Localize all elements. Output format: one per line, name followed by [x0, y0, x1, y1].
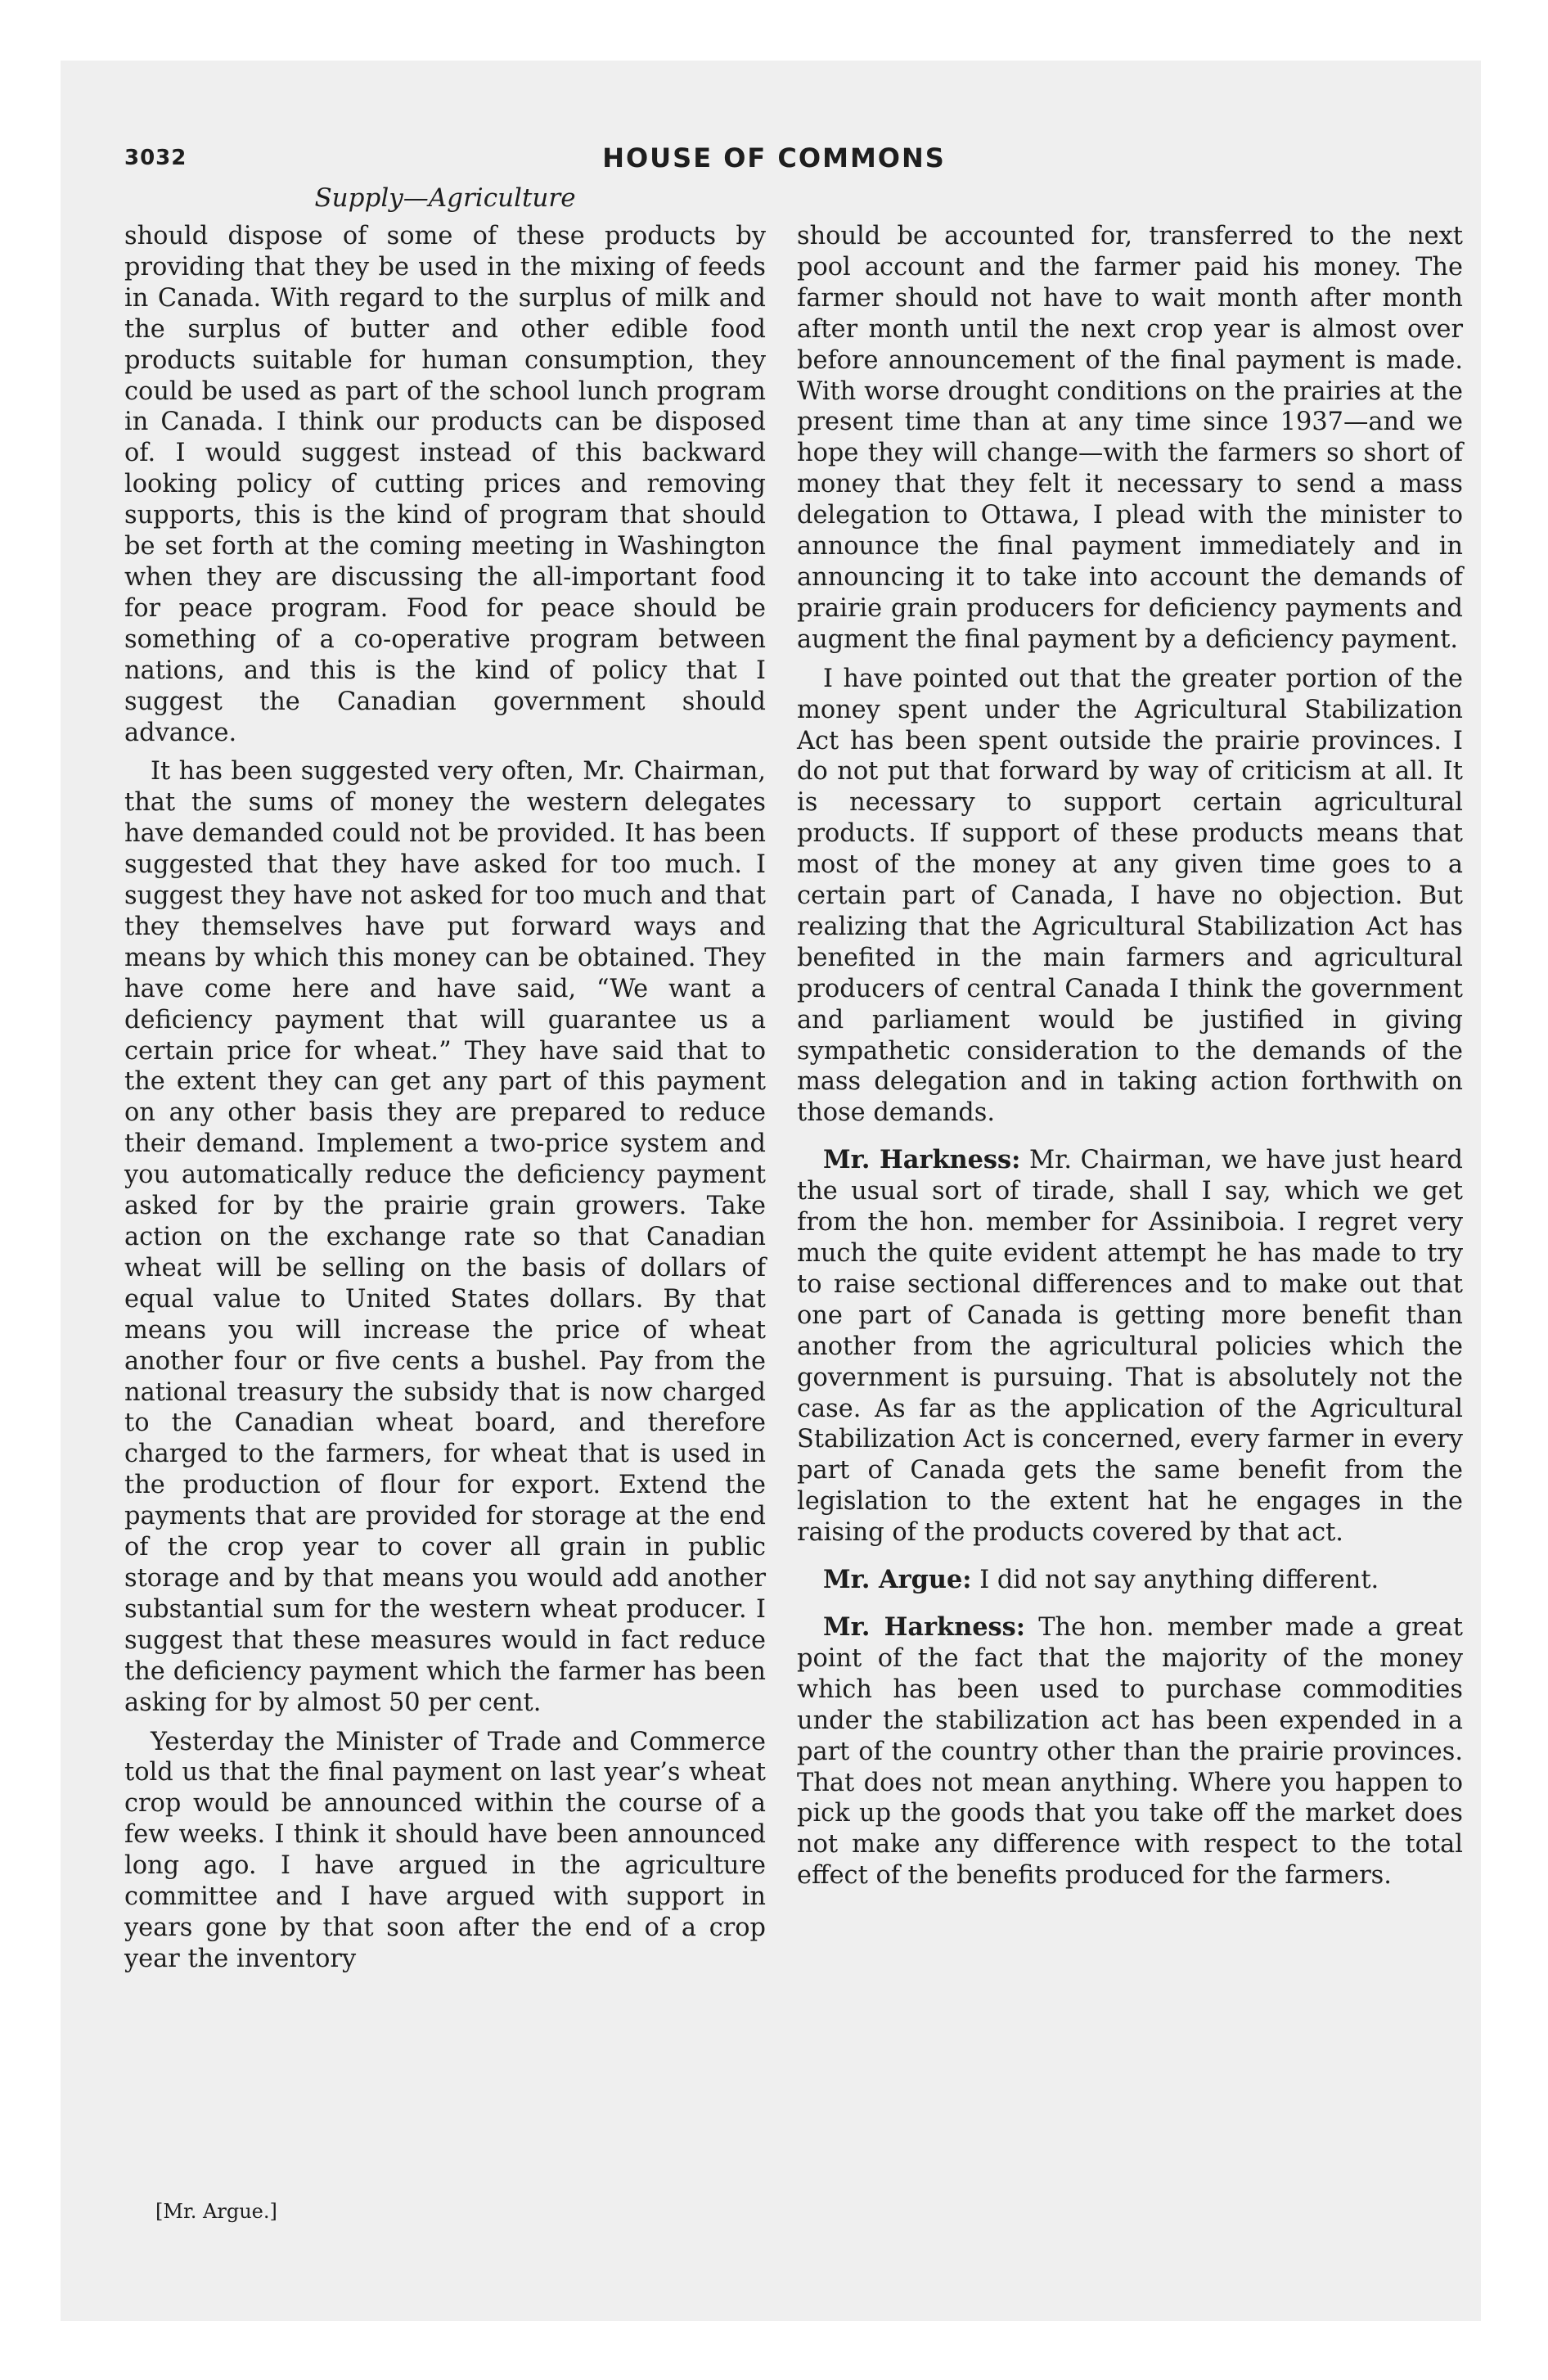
- paragraph: I have pointed out that the greater portion of the money spent under the Agricultural Stabilization Act has been spent outside the prairie provinces. I do not put that forward by way of criticism at all. It is necessary to support certain agricultural products. If support of these products means that most of the money at any given time goes to a certain part of Canada, I have no objection. But realizing that the Agricultural Stabilization Act has benefited in the main farmers and agricultural producers of central Canada I think the government and parliament would be justified in giving sympathetic consideration to the demands of the mass delegation and in taking action forthwith on those demands.: [797, 664, 1463, 1128]
- speaker-name: Mr. Harkness:: [823, 1611, 1025, 1642]
- paragraph: Yesterday the Minister of Trade and Commerce told us that the final payment on last year’s wheat crop would be announced within the course of a few weeks. I think it should have been announced long ago. I have argued in the agriculture committee and I have argued with support in years gone by that soon after the end of a crop year the inventory: [124, 1727, 766, 1973]
- section-heading: Supply—Agriculture: [314, 183, 576, 213]
- paragraph: It has been suggested very often, Mr. Chairman, that the sums of money the western delegates have demanded could not be provided. It has been suggested that they have asked for too much. I suggest they have not asked for too much and that they themselves have put forward ways and means by which this money can be obtained. They have come here and have said, “We want a deficiency payment that will guarantee us a certain price for wheat.” They have said that to the extent they can get any part of this payment on any other basis they are prepared to reduce their demand. Implement a two-price system and you automatically reduce the deficiency payment asked for by the prairie grain growers. Take action on the exchange rate so that Canadian wheat will be selling on the basis of dollars of equal value to United States dollars. By that means you will increase the price of wheat another four or five cents a bushel. Pay from the national treasury the subsidy that is now charged to the Canadian wheat board, and therefore charged to the farmers, for wheat that is used in the production of flour for export. Extend the payments that are provided for storage at the end of the crop year to cover all grain in public storage and by that means you would add another substantial sum for the western wheat producer. I suggest that these measures would in fact reduce the deficiency payment which the farmer has been asking for by almost 50 per cent.: [124, 757, 766, 1717]
- speech-paragraph: [797, 1565, 1463, 1596]
- speaker-attribution: [Mr. Argue.]: [155, 2200, 277, 2223]
- speaker-name: Mr. Argue:: [823, 1565, 972, 1595]
- page-number: 3032: [124, 146, 187, 170]
- paragraph: should dispose of some of these products by providing that they be used in the mixing of feeds in Canada. With regard to the surplus of milk and the surplus of butter and other edible food products suitable for human consumption, they could be used as part of the school lunch program in Canada. I think our products can be disposed of. I would suggest instead of this backward looking policy of cutting prices and removing supports, this is the kind of program that should be set forth at the coming meeting in Washington when they are discussing the all-important food for peace program. Food for peace should be something of a co-operative program between nations, and this is the kind of policy that I suggest the Canadian government should advance.: [124, 222, 766, 747]
- speech-paragraph: [797, 1612, 1463, 1891]
- speech-text: I did not say anything different.: [979, 1566, 1379, 1595]
- speaker-name: Mr. Harkness:: [823, 1145, 1021, 1175]
- page-title: HOUSE OF COMMONS: [602, 142, 946, 174]
- speech-text: Mr. Chairman, we have just heard the usual sort of tirade, shall I say, which we get from the hon. member for Assiniboia. I regret very much the quite evident attempt he has made to try to raise sectional differences and to make out that one part of Canada is getting more benefit than another from the agricultural policies which the government is pursuing. That is absolutely not the case. As far as the application of the Agricultural Stabilization Act is concerned, every farmer in every part of Canada gets the same benefit from the legislation to the extent hat he engages in the raising of the products covered by that act.: [797, 1146, 1463, 1548]
- speech-text: The hon. member made a great point of the fact that the majority of the money which has been used to purchase commodities under the stabilization act has been expended in a part of the country other than the prairie provinces. That does not mean anything. Where you happen to pick up the goods that you take off the market does not make any difference with respect to the total effect of the benefits produced for the farmers.: [797, 1612, 1463, 1891]
- paragraph: should be accounted for, transferred to the next pool account and the farmer paid his money. The farmer should not have to wait month after month after month until the next crop year is almost over before announcement of the final payment is made. With worse drought conditions on the prairies at the present time than at any time since 1937—and we hope they will change—with the farmers so short of money that they felt it necessary to send a mass delegation to Ottawa, I plead with the minister to announce the final payment immediately and in announcing it to take into account the demands of prairie grain producers for deficiency payments and augment the final payment by a deficiency payment.: [797, 222, 1463, 654]
- speech-paragraph: [797, 1145, 1463, 1548]
- left-column: [124, 221, 766, 1983]
- right-column: [797, 221, 1463, 1900]
